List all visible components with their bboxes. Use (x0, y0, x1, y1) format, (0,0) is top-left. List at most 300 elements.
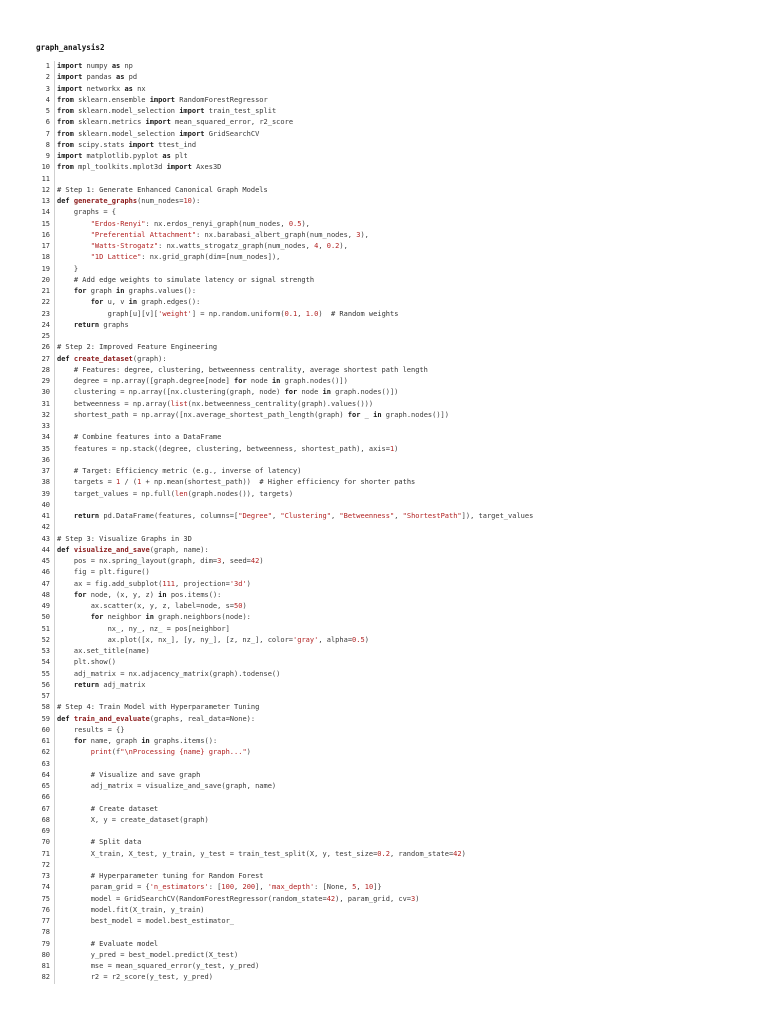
line-number: 17 (41, 242, 50, 250)
code-text: # Features: degree, clustering, betweenness centrality, average shortest path length (73, 365, 428, 374)
line-number: 69 (41, 827, 50, 835)
code-text: r2 = r2_score(y_test, y_pred) (57, 973, 213, 982)
code-text: } (57, 264, 79, 273)
code-line (0, 781, 768, 792)
line-number: 15 (41, 219, 50, 228)
code-line (0, 387, 768, 398)
code-text: features = np.stack((degree, clustering, betweenness, shortest_path), axis=1) (57, 444, 399, 453)
code-line (0, 759, 768, 770)
gutter-divider (54, 174, 55, 185)
code-line (0, 264, 768, 275)
code-line (0, 286, 768, 297)
code-line (0, 241, 768, 252)
code-line (0, 601, 768, 612)
code-text: def generate_graphs(num_nodes=10): (57, 197, 201, 205)
gutter-divider (54, 972, 55, 983)
line-number: 5 (45, 107, 50, 115)
gutter-divider (54, 624, 55, 635)
gutter-divider (54, 320, 55, 331)
code-line (0, 905, 768, 916)
line-number: 56 (41, 680, 50, 689)
code-line (0, 140, 768, 151)
line-number: 51 (41, 624, 50, 633)
gutter-divider (54, 455, 55, 466)
code-text: from mpl_toolkits.mplot3d import Axes3D (57, 163, 222, 172)
line-number: 30 (41, 388, 50, 397)
gutter-divider (54, 230, 55, 241)
code-line (0, 477, 768, 488)
gutter-divider (54, 196, 55, 207)
gutter-divider (54, 545, 55, 556)
line-number: 62 (41, 748, 50, 757)
code-line (0, 320, 768, 331)
code-line (0, 815, 768, 826)
code-line (0, 567, 768, 578)
gutter-divider (54, 297, 55, 308)
gutter-divider (54, 84, 55, 95)
line-number: 61 (41, 737, 50, 745)
code-line (0, 871, 768, 882)
line-number: 44 (41, 545, 50, 554)
code-text: # Combine features into a DataFrame (73, 433, 222, 442)
line-number: 34 (41, 433, 50, 442)
gutter-divider (54, 860, 55, 871)
line-number: 67 (41, 804, 50, 813)
code-line (0, 916, 768, 927)
line-number: 33 (41, 422, 50, 430)
line-number: 14 (41, 208, 50, 217)
gutter-divider (54, 376, 55, 387)
code-text: ax.plot([x, nx_], [y, ny_], [z, nz_], color='gray', alpha=0.5) (57, 635, 369, 644)
code-line (0, 882, 768, 893)
code-line (0, 61, 768, 72)
line-number: 27 (41, 354, 50, 363)
code-text: "Watts-Strogatz": nx.watts_strogatz_graph(num_nodes, 4, 0.2), (90, 242, 348, 250)
gutter-divider (54, 781, 55, 792)
gutter-divider (54, 489, 55, 500)
code-text: model = GridSearchCV(RandomForestRegressor(random_state=42), param_grid, cv=3) (57, 894, 420, 903)
code-text: for u, v in graph.edges(): (90, 298, 201, 307)
line-number: 40 (41, 500, 50, 509)
code-line (0, 72, 768, 83)
line-number: 20 (41, 275, 50, 284)
code-text: target_values = np.full(len(graph.nodes()), targets) (57, 489, 294, 498)
code-line (0, 556, 768, 567)
line-number: 1 (45, 62, 50, 70)
code-text: pos = nx.spring_layout(graph, dim=3, seed=42) (57, 557, 264, 565)
gutter-divider (54, 556, 55, 567)
line-number: 21 (41, 287, 50, 295)
code-text: # Step 4: Train Model with Hyperparameter Tuning (57, 703, 260, 712)
code-line (0, 939, 768, 950)
code-line (0, 635, 768, 646)
code-line (0, 399, 768, 410)
gutter-divider (54, 432, 55, 443)
line-number: 46 (41, 568, 50, 577)
code-line (0, 961, 768, 972)
line-number: 35 (41, 444, 50, 453)
gutter-divider (54, 601, 55, 612)
code-text: mse = mean_squared_error(y_test, y_pred) (57, 962, 260, 970)
code-text: clustering = np.array([nx.clustering(graph, node) for node in graph.nodes()]) (57, 388, 399, 397)
code-line (0, 770, 768, 781)
code-line (0, 725, 768, 736)
line-number: 76 (41, 905, 50, 914)
gutter-divider (54, 185, 55, 196)
gutter-divider (54, 522, 55, 533)
line-number: 45 (41, 557, 50, 565)
gutter-divider (54, 927, 55, 938)
gutter-divider (54, 72, 55, 83)
code-text: # Step 3: Visualize Graphs in 3D (57, 534, 192, 543)
line-number: 49 (41, 602, 50, 610)
gutter-divider (54, 849, 55, 860)
code-line (0, 545, 768, 556)
line-number: 25 (41, 332, 50, 340)
code-line (0, 331, 768, 342)
gutter-divider (54, 151, 55, 162)
line-number: 37 (41, 467, 50, 475)
code-text: # Visualize and save graph (90, 770, 201, 779)
code-line (0, 196, 768, 207)
code-line (0, 522, 768, 533)
code-line (0, 702, 768, 713)
code-text: print(f"\nProcessing {name} graph...") (90, 748, 251, 757)
code-text: nx_, ny_, nz_ = pos[neighbor] (57, 624, 230, 633)
gutter-divider (54, 534, 55, 545)
gutter-divider (54, 567, 55, 578)
code-text: targets = 1 / (1 + np.mean(shortest_path)) # Higher efficiency for shorter paths (57, 478, 416, 487)
code-text: shortest_path = np.array([nx.average_shortest_path_length(graph) for _ in graph.nodes()]) (57, 410, 449, 419)
gutter-divider (54, 252, 55, 263)
gutter-divider (54, 815, 55, 826)
gutter-divider (54, 342, 55, 353)
code-line (0, 230, 768, 241)
gutter-divider (54, 117, 55, 128)
code-line (0, 466, 768, 477)
code-text: degree = np.array([graph.degree[node] for node in graph.nodes()]) (57, 377, 348, 385)
gutter-divider (54, 657, 55, 668)
line-number: 52 (41, 635, 50, 644)
code-text: ax.scatter(x, y, z, label=node, s=50) (57, 602, 247, 610)
code-text: "Erdos-Renyi": nx.erdos_renyi_graph(num_nodes, 0.5), (90, 219, 310, 228)
code-line (0, 95, 768, 106)
gutter-divider (54, 477, 55, 488)
gutter-divider (54, 241, 55, 252)
gutter-divider (54, 579, 55, 590)
code-text: # Split data (90, 838, 142, 847)
code-line (0, 444, 768, 455)
code-text: from sklearn.model_selection import GridSearchCV (57, 129, 260, 138)
code-text: return pd.DataFrame(features, columns=["Degree", "Clustering", "Betweenness", "ShortestPath"]), target_values (73, 512, 534, 520)
code-line (0, 365, 768, 376)
code-text: import pandas as pd (57, 73, 138, 82)
gutter-divider (54, 725, 55, 736)
gutter-divider (54, 129, 55, 140)
line-number: 64 (41, 770, 50, 779)
line-number: 26 (41, 343, 50, 352)
code-line (0, 680, 768, 691)
gutter-divider (54, 736, 55, 747)
code-line (0, 117, 768, 128)
line-number: 78 (41, 928, 50, 937)
code-text: adj_matrix = nx.adjacency_matrix(graph).todense() (57, 669, 281, 678)
gutter-divider (54, 275, 55, 286)
line-number: 39 (41, 489, 50, 498)
gutter-divider (54, 207, 55, 218)
line-number: 66 (41, 793, 50, 802)
code-line (0, 849, 768, 860)
gutter-divider (54, 792, 55, 803)
code-line (0, 151, 768, 162)
line-number: 82 (41, 973, 50, 982)
line-number: 6 (45, 118, 50, 127)
code-line (0, 927, 768, 938)
code-line (0, 657, 768, 668)
code-line (0, 500, 768, 511)
gutter-divider (54, 511, 55, 522)
code-line (0, 129, 768, 140)
code-text: y_pred = best_model.predict(X_test) (57, 950, 239, 959)
line-number: 41 (41, 512, 50, 520)
code-line (0, 624, 768, 635)
code-line (0, 162, 768, 173)
line-number: 77 (41, 917, 50, 925)
code-line (0, 837, 768, 848)
gutter-divider (54, 961, 55, 972)
code-line (0, 185, 768, 196)
code-text: def visualize_and_save(graph, name): (57, 545, 209, 554)
code-line (0, 275, 768, 286)
gutter-divider (54, 331, 55, 342)
code-line (0, 297, 768, 308)
line-number: 11 (41, 174, 50, 183)
code-line (0, 207, 768, 218)
gutter-divider (54, 500, 55, 511)
line-number: 80 (41, 950, 50, 959)
line-number: 68 (41, 815, 50, 824)
code-line (0, 736, 768, 747)
document-title: graph_analysis2 (36, 43, 105, 52)
code-line (0, 309, 768, 320)
code-text: adj_matrix = visualize_and_save(graph, name) (57, 782, 277, 790)
gutter-divider (54, 646, 55, 657)
code-text: import matplotlib.pyplot as plt (57, 152, 188, 160)
code-line (0, 792, 768, 803)
line-number: 18 (41, 253, 50, 262)
code-line (0, 860, 768, 871)
gutter-divider (54, 106, 55, 117)
line-number: 48 (41, 590, 50, 599)
code-line (0, 804, 768, 815)
line-number: 13 (41, 197, 50, 205)
code-text: return graphs (73, 320, 129, 329)
code-line (0, 219, 768, 230)
code-text: for node, (x, y, z) in pos.items(): (73, 590, 222, 599)
code-text: def train_and_evaluate(graphs, real_data=None): (57, 714, 256, 723)
line-number: 71 (41, 849, 50, 858)
code-text: from sklearn.ensemble import RandomForestRegressor (57, 95, 268, 104)
code-text: # Create dataset (90, 804, 159, 813)
gutter-divider (54, 714, 55, 725)
code-line (0, 534, 768, 545)
code-listing (0, 61, 768, 984)
line-number: 7 (45, 129, 50, 138)
code-line (0, 714, 768, 725)
gutter-divider (54, 747, 55, 758)
gutter-divider (54, 680, 55, 691)
code-line (0, 106, 768, 117)
gutter-divider (54, 905, 55, 916)
gutter-divider (54, 399, 55, 410)
gutter-divider (54, 421, 55, 432)
code-line (0, 354, 768, 365)
code-line (0, 646, 768, 657)
code-line (0, 972, 768, 983)
gutter-divider (54, 590, 55, 601)
gutter-divider (54, 916, 55, 927)
code-text: ax.set_title(name) (57, 647, 150, 655)
code-text: def create_dataset(graph): (57, 354, 167, 363)
gutter-divider (54, 770, 55, 781)
code-line (0, 174, 768, 185)
line-number: 24 (41, 320, 50, 329)
line-number: 43 (41, 534, 50, 543)
line-number: 74 (41, 883, 50, 892)
gutter-divider (54, 612, 55, 623)
code-text: model.fit(X_train, y_train) (57, 905, 205, 914)
gutter-divider (54, 219, 55, 230)
code-line (0, 511, 768, 522)
code-text: from scipy.stats import ttest_ind (57, 140, 197, 149)
code-line (0, 84, 768, 95)
line-number: 47 (41, 579, 50, 588)
code-line (0, 590, 768, 601)
line-number: 32 (41, 410, 50, 419)
code-line (0, 612, 768, 623)
line-number: 70 (41, 838, 50, 847)
code-line (0, 489, 768, 500)
code-text: ax = fig.add_subplot(111, projection='3d') (57, 579, 251, 588)
line-number: 59 (41, 714, 50, 723)
line-number: 58 (41, 703, 50, 712)
gutter-divider (54, 950, 55, 961)
line-number: 2 (45, 73, 50, 82)
line-number: 12 (41, 185, 50, 194)
line-number: 81 (41, 962, 50, 970)
line-number: 8 (45, 140, 50, 149)
gutter-divider (54, 309, 55, 320)
line-number: 75 (41, 894, 50, 903)
code-text: import numpy as np (57, 62, 133, 70)
gutter-divider (54, 95, 55, 106)
line-number: 73 (41, 872, 50, 880)
gutter-divider (54, 759, 55, 770)
line-number: 55 (41, 669, 50, 678)
gutter-divider (54, 939, 55, 950)
code-line (0, 421, 768, 432)
line-number: 53 (41, 647, 50, 655)
code-text: "Preferential Attachment": nx.barabasi_albert_graph(num_nodes, 3), (90, 230, 369, 239)
code-text: "1D Lattice": nx.grid_graph(dim=[num_nodes]), (90, 253, 281, 262)
gutter-divider (54, 635, 55, 646)
code-text: param_grid = {'n_estimators': [100, 200], 'max_depth': [None, 5, 10]} (57, 883, 382, 892)
line-number: 10 (41, 163, 50, 172)
code-text: graphs = { (57, 208, 117, 217)
code-text: graph[u][v]['weight'] = np.random.uniform(0.1, 1.0) # Random weights (57, 309, 399, 318)
code-line (0, 455, 768, 466)
code-line (0, 376, 768, 387)
line-number: 4 (45, 95, 50, 104)
code-text: X, y = create_dataset(graph) (57, 815, 209, 824)
line-number: 42 (41, 523, 50, 532)
gutter-divider (54, 691, 55, 702)
gutter-divider (54, 894, 55, 905)
code-line (0, 432, 768, 443)
code-line (0, 691, 768, 702)
code-text: from sklearn.metrics import mean_squared_error, r2_score (57, 118, 294, 127)
line-number: 23 (41, 309, 50, 318)
line-number: 60 (41, 725, 50, 734)
line-number: 36 (41, 455, 50, 464)
code-line (0, 826, 768, 837)
line-number: 22 (41, 298, 50, 307)
code-text: # Target: Efficiency metric (e.g., inverse of latency) (73, 467, 302, 475)
gutter-divider (54, 826, 55, 837)
code-text: results = {} (57, 725, 125, 734)
code-text: fig = plt.figure() (57, 568, 150, 577)
code-text: import networkx as nx (57, 84, 146, 93)
gutter-divider (54, 804, 55, 815)
line-number: 29 (41, 377, 50, 385)
code-line (0, 894, 768, 905)
code-text: # Step 1: Generate Enhanced Canonical Graph Models (57, 185, 268, 194)
code-line (0, 579, 768, 590)
code-text: # Evaluate model (90, 939, 159, 948)
code-text: # Add edge weights to simulate latency or signal strength (73, 275, 315, 284)
code-text: # Hyperparameter tuning for Random Forest (90, 872, 264, 880)
gutter-divider (54, 466, 55, 477)
gutter-divider (54, 162, 55, 173)
line-number: 19 (41, 264, 50, 273)
gutter-divider (54, 444, 55, 455)
code-line (0, 410, 768, 421)
line-number: 65 (41, 782, 50, 790)
gutter-divider (54, 410, 55, 421)
code-text: return adj_matrix (73, 680, 146, 689)
line-number: 38 (41, 478, 50, 487)
gutter-divider (54, 387, 55, 398)
code-text: best_model = model.best_estimator_ (57, 917, 235, 925)
line-number: 57 (41, 692, 50, 700)
line-number: 16 (41, 230, 50, 239)
line-number: 9 (45, 152, 50, 160)
code-text: # Step 2: Improved Feature Engineering (57, 343, 218, 352)
code-text: X_train, X_test, y_train, y_test = train_test_split(X, y, test_size=0.2, random_state=42) (57, 849, 466, 858)
code-line (0, 669, 768, 680)
gutter-divider (54, 702, 55, 713)
line-number: 63 (41, 759, 50, 768)
code-text: betweenness = np.array(list(nx.betweenness_centrality(graph).values())) (57, 399, 374, 408)
code-text: for neighbor in graph.neighbors(node): (90, 613, 251, 622)
code-line (0, 950, 768, 961)
line-number: 72 (41, 860, 50, 869)
code-line (0, 252, 768, 263)
gutter-divider (54, 140, 55, 151)
line-number: 54 (41, 658, 50, 667)
code-line (0, 342, 768, 353)
gutter-divider (54, 286, 55, 297)
